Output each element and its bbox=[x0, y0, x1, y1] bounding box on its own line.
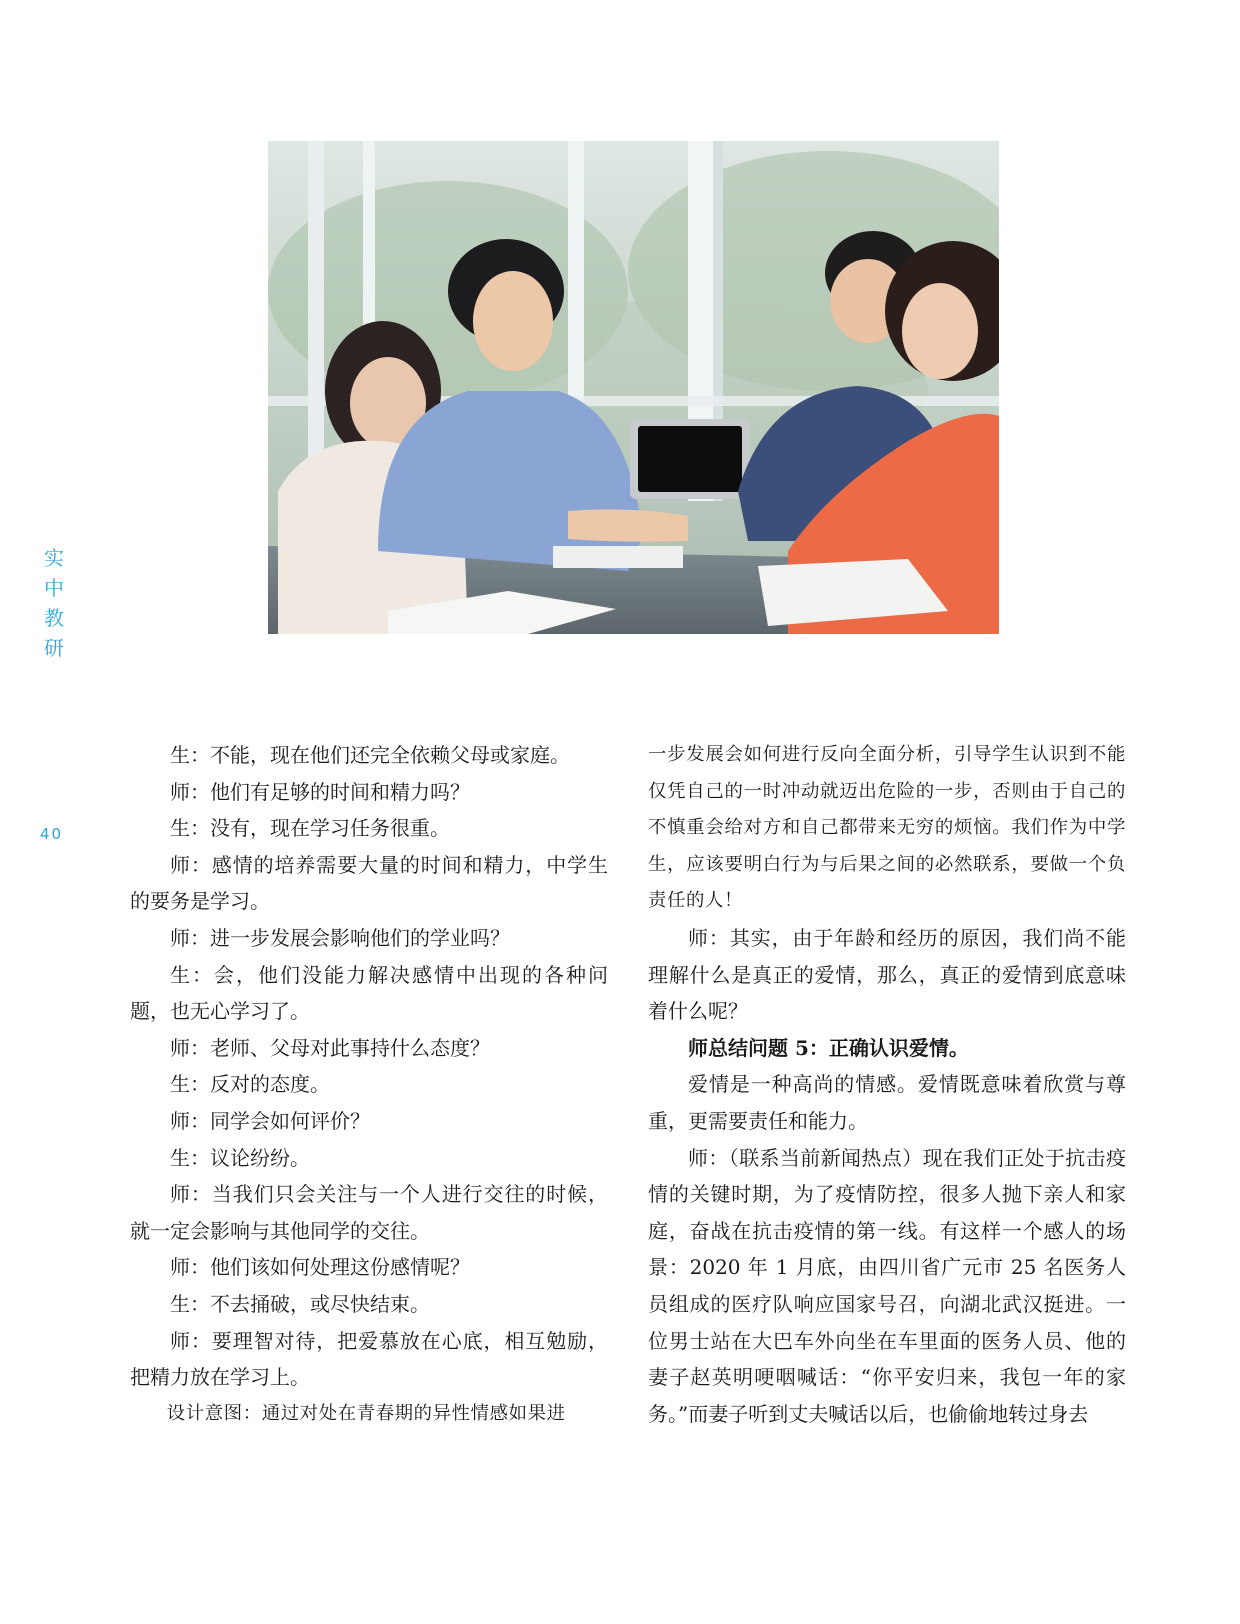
paragraph: 生：不去捅破，或尽快结束。 bbox=[170, 1291, 430, 1316]
left-column bbox=[130, 737, 608, 1432]
journal-name-char: 实 bbox=[44, 546, 64, 570]
paragraph: 师总结问题 5：正确认识爱情。 bbox=[688, 1035, 969, 1060]
paragraph: 师：其实，由于年龄和经历的原因，我们尚不能理解什么是真正的爱情，那么，真正的爱情到底意味着什么呢？ bbox=[648, 925, 1126, 1024]
paragraph: 生：不能，现在他们还完全依赖父母或家庭。 bbox=[170, 743, 570, 767]
paragraph: 师：他们有足够的时间和精力吗？ bbox=[170, 779, 470, 804]
page-number: 40 bbox=[40, 825, 64, 843]
paragraph: 师：当我们只会关注与一个人进行交往的时候，就一定会影响与其他同学的交往。 bbox=[130, 1182, 608, 1243]
paragraph: 生：反对的态度。 bbox=[170, 1072, 330, 1097]
paragraph: 生：议论纷纷。 bbox=[170, 1145, 310, 1170]
journal-name-vertical bbox=[42, 543, 66, 663]
paragraph: 一步发展会如何进行反向全面分析，引导学生认识到不能仅凭自己的一时冲动就迈出危险的一步，否则由于自己的不慎重会给对方和自己都带来无穷的烦恼。我们作为中学生，应该要明白行为与后果之间的必然联系，要做一个负责任的人！ bbox=[648, 744, 1126, 912]
paragraph: 师：同学会如何评价？ bbox=[170, 1108, 370, 1133]
journal-name-char: 教 bbox=[44, 606, 64, 630]
students-discussion-photo bbox=[268, 141, 999, 634]
paragraph: 生：会，他们没能力解决感情中出现的各种问题，也无心学习了。 bbox=[130, 962, 608, 1024]
paragraph: 师：老师、父母对此事持什么态度？ bbox=[170, 1035, 490, 1060]
paragraph: 师：（联系当前新闻热点）现在我们正处于抗击疫情的关键时期，为了疫情防控，很多人抛下亲人和家庭，奋战在抗击疫情的第一线。有这样一个感人的场景：2020 年 1 月底，由四川省广元市 25 名医务人员组成的医疗队响应国家号召，向湖北武汉挺进。一位男士站在大巴车外向坐在车里面的医务人员、他的妻子赵英明哽咽喊话：“你平安归来，我包一年的家务。”而妻子听到丈夫喊话以后，也偷偷地转过身去 bbox=[648, 1145, 1126, 1426]
paragraph: 爱情是一种高尚的情感。爱情既意味着欣赏与尊重，更需要责任和能力。 bbox=[648, 1072, 1126, 1133]
paragraph: 师：他们该如何处理这份感情呢？ bbox=[170, 1255, 470, 1280]
students-discussion-illustration bbox=[268, 141, 999, 634]
journal-name-char: 研 bbox=[44, 636, 64, 660]
journal-name-char: 中 bbox=[44, 576, 64, 600]
paragraph: 设计意图：通过对处在青春期的异性情感如果进 bbox=[166, 1402, 566, 1424]
right-column bbox=[648, 737, 1126, 1432]
paragraph: 师：感情的培养需要大量的时间和精力，中学生的要务是学习。 bbox=[130, 852, 608, 914]
paragraph: 师：要理智对待，把爱慕放在心底，相互勉励，把精力放在学习上。 bbox=[130, 1328, 608, 1390]
paragraph: 师：进一步发展会影响他们的学业吗？ bbox=[170, 925, 510, 950]
paragraph: 生：没有，现在学习任务很重。 bbox=[170, 816, 450, 841]
